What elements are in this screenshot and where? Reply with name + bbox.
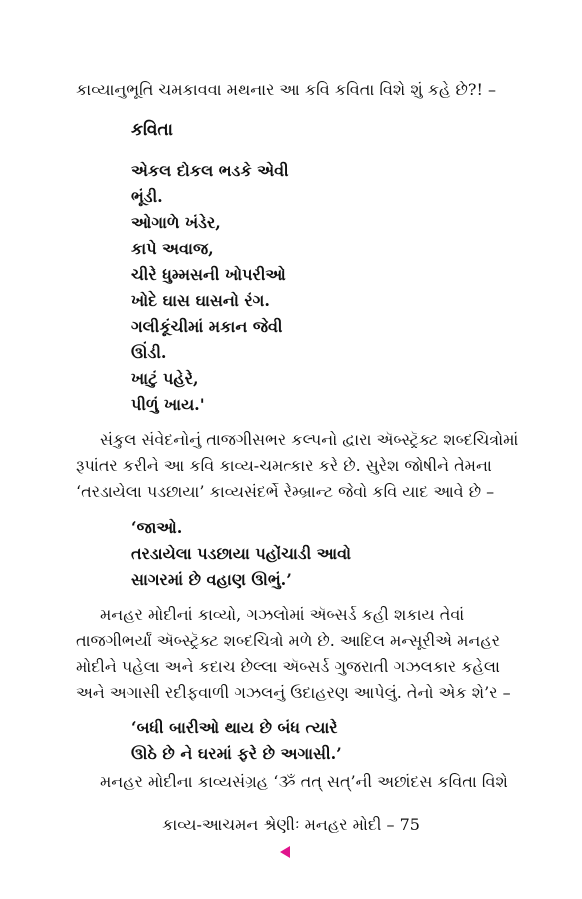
paragraph-line: મનહર મોદીનાં કાવ્યો, ગઝલોમાં ઍબ્સર્ડ કહી શકાય તેવાં <box>100 605 465 624</box>
poem-line: ભૂંડી. <box>131 187 163 206</box>
previous-page-triangle-icon[interactable] <box>280 846 290 858</box>
poem-line: ગલીકૂંચીમાં મકાન જેવી <box>131 317 283 336</box>
poem-line: ઓગાળે ખંડેર, <box>131 213 221 232</box>
intro-line: કાવ્યાનુભૂતિ ચમકાવવા મથનાર આ કવિ કવિતા વિશે શું કહે છે?! – <box>76 80 496 99</box>
paragraph-line: રૂપાંતર કરીને આ કવિ કાવ્ય-ચમત્કાર કરે છે. સુરેશ જોષીને તેમના <box>76 456 492 475</box>
quote-line: ‘બધી બારીઓ થાય છે બંધ ત્યારે <box>131 718 338 737</box>
poem-line: ખાટું પહેરે, <box>131 369 199 388</box>
poem-line: પીળું ખાય.' <box>131 395 205 414</box>
paragraph-line: અને અગાસી રદીફવાળી ગઝલનું ઉદાહરણ આપેલું. તેનો એક શે’ર – <box>76 683 511 702</box>
poem-line: ચીરે ધુમ્મસની ખોપરીઓ <box>131 265 286 284</box>
poem-line: ઊંડી. <box>131 343 167 362</box>
quote-line: ‘જાઓ. <box>131 518 183 537</box>
paragraph-line: મોદીને પહેલા અને કદાચ છેલ્લા ઍબ્સર્ડ ગુજરાતી ગઝલકાર કહેલા <box>76 657 500 676</box>
paragraph-line: મનહર મોદીના કાવ્યસંગ્રહ ‘ૐ તત્ સત્’ની અછાંદસ કવિતા વિશે <box>100 772 508 791</box>
paragraph-line: તાજગીભર્યાં ઍબ્સ્ટ્રૅક્ટ શબ્દચિત્રો મળે છે. આદિલ મન્સૂરીએ મનહર <box>76 631 501 650</box>
poem-line: કાપે અવાજ, <box>131 239 214 258</box>
poem-line: એકલ દોકલ ભડકે એવી <box>131 161 289 180</box>
quote-line: ઊઠે છે ને ઘરમાં ફરે છે અગાસી.’ <box>131 744 342 763</box>
poem-title: કવિતા <box>131 120 173 140</box>
paragraph-line: સંકુલ સંવેદનોનું તાજગીસભર કલ્પનો દ્વારા ઍબ્સ્ટ્રૅક્ટ શબ્દચિત્રોમાં <box>100 430 519 449</box>
quote-line: તરડાયેલા પડછાયા પહોંચાડી આવો <box>131 544 352 563</box>
poem-line: ખોદે ઘાસ ઘાસનો રંગ. <box>131 291 270 310</box>
quote-line: સાગરમાં છે વહાણ ઊભું.’ <box>131 570 292 589</box>
paragraph-line: ‘તરડાયેલા પડછાયા’ કાવ્યસંદર્ભે રેમ્બ્રાન્ટ જેવો કવિ યાદ આવે છે – <box>76 482 495 501</box>
page-footer: કાવ્ય-આચમન શ્રેણીઃ મનહર મોદી – 75 <box>162 815 420 834</box>
